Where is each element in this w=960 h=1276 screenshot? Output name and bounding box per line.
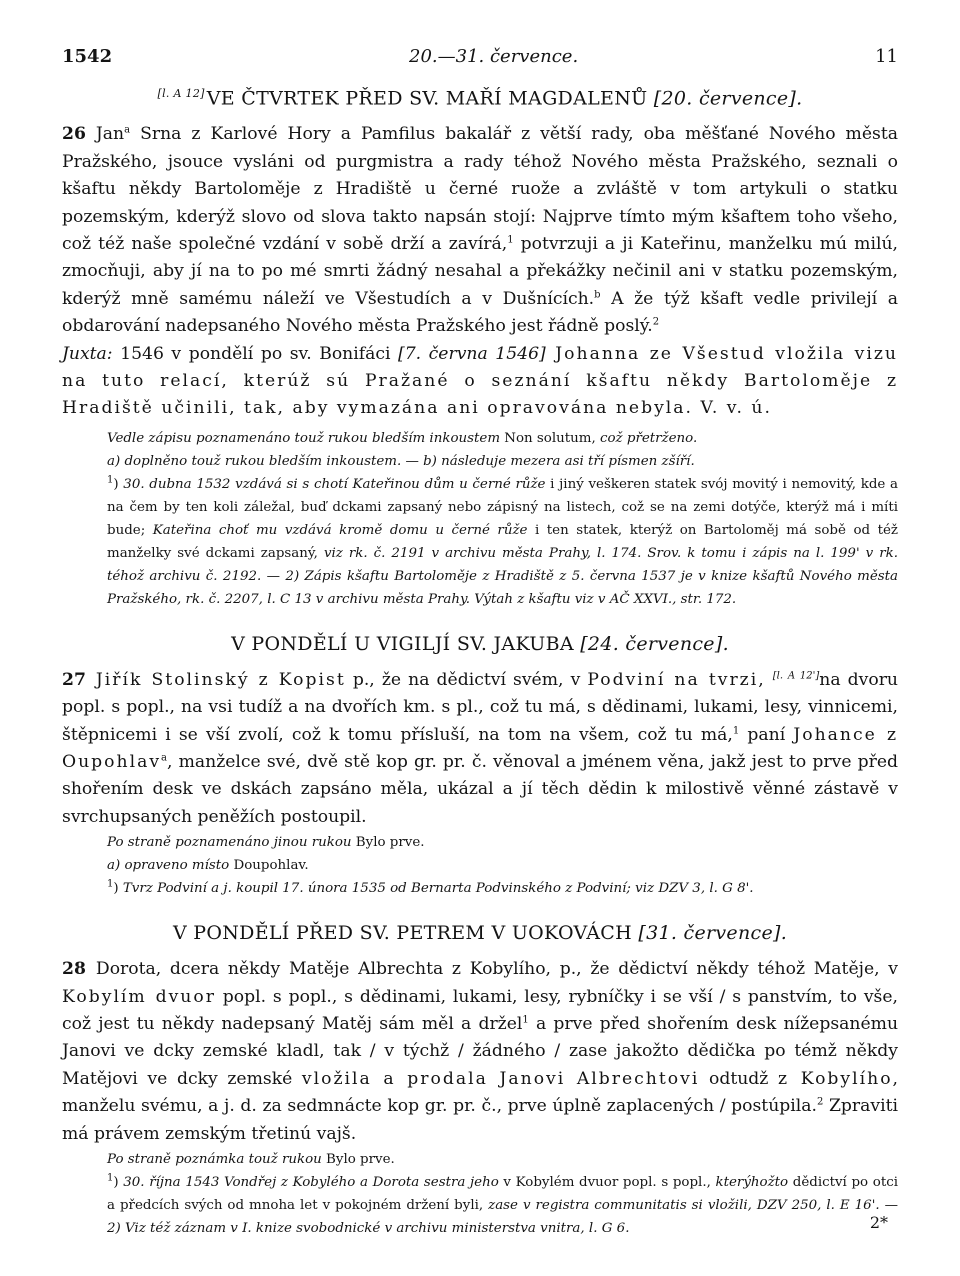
entry-text-part: Dorota, dcera někdy Matěje Albrechta z Kobylího, p., že dědictví někdy téhož Matěje, v (95, 959, 898, 980)
footnote-mark: 1 (107, 1172, 114, 1184)
note-marker: a (124, 124, 131, 136)
section-heading (62, 922, 898, 944)
note-italic: Po straně poznámka touž rukou (107, 1152, 322, 1168)
entry-text-part: z Kobylího (778, 1068, 893, 1089)
entry-number: 28 (62, 959, 86, 980)
footnote-italic: viz rk. č. 2191 v archivu města Prahy, l. 174. Srov. k tomu i zápis na l. 199' v rk. téhož archivu č. 2192. — 2) Zápis kšaftu Bartoloměje z Hradiště z 5. června 1537 je v knize kšaftů Nového města Pražského, rk. č. 2207, l. C 13 v archivu města Prahy. Výtah z kšaftu viz v AČ XXVI., str. 172. (107, 545, 898, 607)
footnote: $^1$) 30. dubna 1532 vzdává si s chotí Kateřinou dům u černé růže i jiný veškeren statek svój movitý i nemovitý, kde a na čem by ten koli záležal, buď dckami zapsaný nebo zápisný na listech, což se na zemi dotýče, kterýž má i míti bude; Kateřina choť mu vzdává kromě domu u černé růže i ten statek, kterýž on Bartoloměj má sobě od též manželky své dckami zapsaný, viz rk. č. 2191 v archivu města Prahy, l. 174. Srov. k tomu i zápis na l. 199' v rk. téhož archivu č. 2192. — 2) Zápis kšaftu Bartoloměje z Hradiště z 5. června 1537 je v knize kšaftů Nového města Pražského, rk. č. 2207, l. C 13 v archivu města Prahy. Výtah z kšaftu viz v AČ XXVI., str. 172. (107, 474, 899, 607)
note-italic: což přetrženo. (600, 430, 698, 446)
entry-text-part: A že týž kšaft vedle privilejí a obdarování nadepsaného Nového města Pražského jest řádně poslý. (62, 288, 898, 337)
folio-reference: [l. A 12'] (772, 670, 820, 682)
note-italic: a) opraveno místo (107, 858, 230, 874)
footnote-italic: Tvrz Podviní a j. koupil 17. února 1535 od Bernarta Podvinského z Podviní; viz DZV 3, l. G 8'. (118, 881, 754, 897)
footnote-mark: 1 (107, 878, 114, 890)
marginal-note (107, 831, 898, 854)
entry-text-part: , manželu svému, a j. d. za sedmnácte kop gr. pr. č., prve úplně zaplacených / postúpila. (62, 1068, 899, 1117)
entry-text-part: Jiřík Stolinský z Kopist (95, 669, 346, 690)
juxta-date: [7. června 1546] (398, 343, 546, 364)
textual-notes-text: a) doplněno touž rukou bledším inkoustem. — b) následuje mezera asi tří písmen zšíří. (107, 453, 695, 469)
note-italic: Vedle zápisu poznamenáno touž rukou bledším inkoustem (107, 430, 501, 446)
note-text: Non solutum, (500, 430, 600, 446)
running-head-title: 20.—31. července. (409, 46, 579, 67)
entry-text-part: paní (739, 724, 794, 745)
footnote-marker: 2 (817, 1096, 824, 1108)
signature-mark: 2* (869, 1213, 888, 1232)
entry-text-part: popl. s popl., s dědinami, lukami, lesy, rybníčky i se vší / s panstvím, to vše, což jest tu někdy nadepsaný Matěj sám měl a držel (62, 986, 898, 1035)
marginal-note (107, 427, 898, 450)
heading-date: [24. července]. (580, 632, 729, 655)
entry-text-part: Zpraviti má právem zemským třetinú vajš. (62, 1096, 899, 1144)
footnote-marker: 1 (732, 724, 740, 736)
footnote-text: v Kobylém dvuor popl. s popl., (498, 1175, 716, 1191)
juxta-text: Johanna ze Všestud vložila vizu na tuto relací, kterúž sú Pražané o seznání kšaftu někdy Bartoloměje z Hradiště učinili, tak, aby vymazána ani opravována nebyla. V. v. ú. (62, 343, 898, 419)
heading-date: [20. července]. (653, 87, 803, 110)
footnote-mark: 1 (107, 474, 114, 486)
entry-text-part (766, 670, 773, 690)
note-marker: b (594, 289, 601, 301)
entry-text-part: potvrzuji a ji Kateřinu, manželku mú milú, zmocňuji, aby jí na to po mé smrti žádný nesahal a překážky nečinil ani v statku pozemským, kderýž mně samému náleží ve Všestudích a v Dušnících. (62, 233, 899, 309)
entry-number: 26 (62, 124, 86, 145)
juxta-label: Juxta: (62, 343, 113, 364)
entry-text-part: vložila a prodala Janovi Albrechtovi (301, 1068, 700, 1089)
footnote-italic: Kateřina choť mu vzdává kromě domu u černé růže (152, 522, 528, 538)
entry-text-part: Srna z Karlové Hory a Pamfilus bakalář z větší rady, oba měšťané Nového města Pražského, jsouce vysláni od purgmistra a rady téhož Nového města Pražského, seznali o kšaftu někdy Bartoloměje z Hradiště u černé ruože a zvláště v tom artykuli o statku pozemským, kderýž slovo od slova takto napsán stojí: Najprve tímto mým kšaftem toho všeho, což též naše společné vzdání v sobě drží a zavírá, (62, 124, 898, 254)
entry-text-part: , manželce své, dvě stě kop gr. pr. č. věnoval a jménem věna, jakž jest to prve před shořením desk ve dskách zapsáno měla, ukázal a jí těch dědin k milostivě věnné zástavě v svrchupsaných peněžích postoupil. (62, 752, 898, 827)
folio-reference: [l. A 12] (157, 87, 205, 100)
entry-text-part: Podviní na tvrzi, (587, 669, 766, 690)
footnote: $^1$) 30. října 1543 Vondřej z Kobylého a Dorota sestra jeho v Kobylém dvuor popl. s popl., kterýhožto dědictví po otci a předcích svých od mnoha let v pokojném držení byli, zase v registra communitatis si vložili, DZV 250, l. E 16'. — 2) Viz též záznam v I. knize svobodnické v archivu ministerstva vnitra, l. G 6. (107, 1172, 899, 1237)
note-text: Bylo prve. (321, 1152, 395, 1168)
heading-title: V PONDĚLÍ PŘED SV. PETREM V UOKOVÁCH (172, 922, 633, 945)
footnote-italic: zase v registra communitatis si vložili, DZV 250, l. E 16'. — 2) Viz též záznam v I. knize svobodnické v archivu ministerstva vnitra, l. G 6. (107, 1198, 899, 1237)
marginal-note (107, 1148, 898, 1171)
section-heading (62, 87, 898, 109)
footnote-italic: 30. dubna 1532 vzdává si s chotí Kateřinou dům u černé růže (118, 476, 546, 492)
entry-text-part: Kobylím dvuor (62, 986, 216, 1007)
entry-text (62, 121, 898, 340)
entry-text-part: na dvoru popl. s popl., na vsi tudíž a na dvořích km. s pl., což tu má, s dědinami, lukami, lesy, vinnicemi, štěpnicemi i se vší zvolí, což k tomu přísluší, na tom na všem, což tu má, (62, 669, 898, 745)
entry-text-part: odtudž (699, 1068, 778, 1089)
textual-notes (107, 450, 898, 473)
entry-text (62, 956, 898, 1148)
footnote-text: dědictví po otci a předcích svých od mnoha let v pokojném držení byli, (107, 1175, 898, 1214)
footnote-marker: 2 (652, 316, 660, 328)
note-marker: a (161, 752, 168, 764)
entry-text-part: Johance z Oupohlav (62, 724, 898, 773)
footnote-italic: 30. října 1543 Vondřej z Kobylého a Dorota sestra jeho (118, 1175, 499, 1191)
entry-number: 27 (62, 669, 86, 690)
juxta-text: 1546 v pondělí po sv. Bonifáci (112, 343, 399, 364)
entry-text (62, 667, 898, 831)
heading-title: V PONDĚLÍ U VIGILJÍ SV. JAKUBA (231, 632, 574, 655)
footnote: $^1$) Tvrz Podviní a j. koupil 17. února 1535 od Bernarta Podvinského z Podviní; viz DZV 3, l. G 8'. (107, 878, 754, 897)
note-italic: Po straně poznamenáno jinou rukou (107, 835, 352, 851)
section-heading (62, 633, 898, 655)
section-27 (62, 633, 898, 900)
section-26 (62, 87, 898, 611)
note-text: Bylo prve. (351, 835, 425, 851)
footnote-marker: 1 (507, 234, 514, 246)
page-number: 11 (875, 46, 898, 67)
running-head (62, 46, 898, 67)
entry-text-part: Jan (95, 124, 125, 145)
footnote-text: i jiný veškeren statek svój movitý i nemovitý, kde a na čem by ten koli záležal, buď dckami zapsaný nebo zápisný na listech, což se na zemi dotýče, kterýž má i míti bude; (107, 476, 899, 538)
section-28 (62, 922, 898, 1240)
heading-title: VE ČTVRTEK PŘED SV. MAŘÍ MAGDALENŮ (206, 87, 648, 110)
running-head-year: 1542 (62, 46, 113, 67)
footnote-italic: kterýhožto (715, 1175, 789, 1191)
juxta-paragraph (62, 341, 898, 423)
textual-notes (107, 854, 898, 877)
entry-text-part: p., že na dědictví svém, v (345, 669, 588, 690)
footnote-text: i ten statek, kterýž on Bartoloměj má sobě od též manželky své dckami zapsaný, (107, 522, 898, 561)
note-text: Doupohlav. (229, 858, 309, 874)
footnote-marker: 1 (522, 1014, 529, 1026)
heading-date: [31. července]. (638, 922, 788, 945)
entry-text-part: a prve před shořením desk nížepsanému Janovi ve dcky zemské kladl, tak / v týchž / žádného / zase jakožto dědička po témž někdy Matějovi ve dcky zemské (62, 1014, 899, 1089)
